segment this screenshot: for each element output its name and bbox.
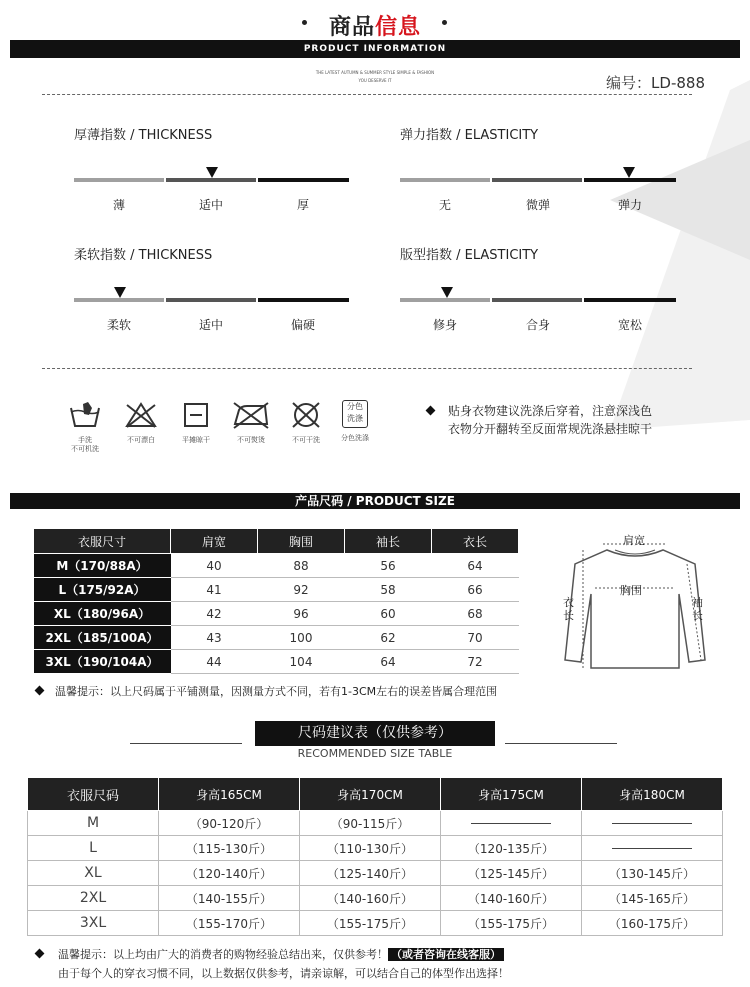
weight-cell: （130-145斤） — [582, 861, 723, 886]
thickness-indicator-icon — [206, 167, 218, 178]
softness-scale-title: 柔软指数 / THICKNESS — [74, 248, 213, 263]
sleeve-length-label: 袖长 — [692, 596, 703, 622]
scale-segment — [166, 298, 256, 302]
value-cell: 41 — [171, 578, 258, 602]
table-row — [28, 836, 723, 861]
size-cell: XL（180/96A） — [34, 602, 171, 626]
bullet-icon — [35, 686, 45, 696]
background-shape — [550, 60, 750, 430]
scale-label: 合身 — [525, 318, 550, 332]
care-label: 平摊晾干 — [182, 436, 210, 444]
table-header: 胸围 — [258, 529, 345, 554]
size-cell: L（175/92A） — [34, 578, 171, 602]
recommended-size-subtitle: RECOMMENDED SIZE TABLE — [297, 747, 453, 760]
empty-cell — [582, 811, 723, 836]
care-label: 分色洗涤 — [341, 434, 369, 442]
fit-scale-title: 版型指数 / ELASTICITY — [400, 248, 539, 263]
value-cell: 70 — [432, 626, 519, 650]
size-cell: 3XL（190/104A） — [34, 650, 171, 674]
scale-label: 薄 — [112, 198, 125, 212]
table-header: 身高175CM — [441, 778, 582, 811]
table-header: 衣长 — [432, 529, 519, 554]
scale-segment — [258, 298, 349, 302]
table-row — [34, 578, 519, 602]
size-cell: L — [28, 836, 159, 861]
scale-label: 修身 — [432, 318, 457, 332]
value-cell: 100 — [258, 626, 345, 650]
empty-cell — [582, 836, 723, 861]
care-item — [171, 400, 221, 445]
value-cell: 72 — [432, 650, 519, 674]
size-cell: M — [28, 811, 159, 836]
value-cell: 40 — [171, 554, 258, 578]
scale-label: 宽松 — [617, 318, 642, 332]
weight-cell: （90-115斤） — [300, 811, 441, 836]
product-size-table — [33, 528, 519, 674]
value-cell: 42 — [171, 602, 258, 626]
care-item — [60, 400, 110, 454]
shoulder-label: 肩宽 — [623, 534, 645, 547]
scale-segment — [166, 178, 256, 182]
body-length-label: 衣长 — [563, 596, 574, 622]
scale-label: 偏硬 — [290, 318, 315, 332]
scale-label: 微弹 — [525, 198, 550, 212]
scale-label: 弹力 — [617, 198, 642, 212]
bullet-icon — [426, 406, 436, 416]
thickness-scale-title: 厚薄指数 / THICKNESS — [74, 128, 213, 143]
table-row — [28, 886, 723, 911]
value-cell: 43 — [171, 626, 258, 650]
care-note: 贴身衣物建议洗涤后穿着，注意深浅色 衣物分开翻转至反面常规洗涤悬挂晾干 — [448, 404, 653, 436]
value-cell: 44 — [171, 650, 258, 674]
table-row — [34, 602, 519, 626]
scale-segment — [258, 178, 349, 182]
table-row — [28, 811, 723, 836]
recommended-size-title: 尺码建议表（仅供参考） — [255, 721, 495, 746]
no-bleach-icon — [124, 400, 158, 430]
value-cell: 96 — [258, 602, 345, 626]
value-cell: 56 — [345, 554, 432, 578]
online-service-highlight: （或者咨询在线客服） — [388, 948, 504, 961]
weight-cell: （155-175斤） — [441, 911, 582, 936]
shirt-diagram — [555, 528, 715, 676]
scale-segment — [492, 298, 582, 302]
recommended-size-table — [27, 777, 723, 936]
tagline-line-1: THE LATEST AUTUMN & SUMMER STYLE SIMPLE & FASHION — [315, 70, 435, 75]
scale-segment — [584, 298, 676, 302]
value-cell: 68 — [432, 602, 519, 626]
divider — [130, 743, 242, 744]
weight-cell: （125-140斤） — [300, 861, 441, 886]
scale-segment — [74, 178, 164, 182]
value-cell: 66 — [432, 578, 519, 602]
elasticity-indicator-icon — [623, 167, 635, 178]
weight-cell: （140-160斤） — [300, 886, 441, 911]
recommended-note-line-2: 由于每个人的穿衣习惯不同，以上数据仅供参考，请亲谅解，可以结合自己的体型作出选择！ — [58, 967, 509, 980]
no-dry-clean-icon — [289, 400, 323, 430]
divider — [505, 743, 617, 744]
care-item — [226, 400, 276, 445]
scale-segment — [492, 178, 582, 182]
value-cell: 58 — [345, 578, 432, 602]
elasticity-scale-title: 弹力指数 / ELASTICITY — [400, 128, 539, 143]
care-label: 不可机洗 — [71, 445, 99, 453]
separate-wash-icon: 分色 洗涤 — [342, 400, 368, 428]
empty-cell — [441, 811, 582, 836]
recommended-note: 温馨提示：以上均由广大的消费者的购物经验总结出来，仅供参考！ （或者咨询在线客服） — [58, 946, 504, 962]
size-cell: XL — [28, 861, 159, 886]
care-item — [116, 400, 166, 445]
table-header: 袖长 — [345, 529, 432, 554]
bullet-icon — [35, 949, 45, 959]
no-iron-icon — [231, 400, 271, 430]
weight-cell: （140-160斤） — [441, 886, 582, 911]
value-cell: 88 — [258, 554, 345, 578]
size-note: 温馨提示：以上尺码属于平铺测量，因测量方式不同，若有1-3CM左右的误差皆属合理范围 — [55, 685, 498, 698]
table-header: 身高165CM — [159, 778, 300, 811]
value-cell: 62 — [345, 626, 432, 650]
scale-label: 柔软 — [106, 318, 131, 332]
table-header: 衣服尺码 — [28, 778, 159, 811]
weight-cell: （160-175斤） — [582, 911, 723, 936]
product-information-banner: PRODUCT INFORMATION — [10, 40, 740, 58]
size-cell: 2XL — [28, 886, 159, 911]
hand-wash-icon — [68, 400, 102, 430]
flat-dry-icon — [179, 400, 213, 430]
scale-label: 无 — [438, 198, 451, 212]
weight-cell: （140-155斤） — [159, 886, 300, 911]
table-header: 身高170CM — [300, 778, 441, 811]
weight-cell: （155-175斤） — [300, 911, 441, 936]
page-title: 商品信息 — [328, 15, 422, 40]
scale-label: 适中 — [198, 198, 223, 212]
fit-indicator-icon — [441, 287, 453, 298]
table-row — [34, 650, 519, 674]
scale-label: 适中 — [198, 318, 223, 332]
scale-segment — [400, 178, 490, 182]
weight-cell: （110-130斤） — [300, 836, 441, 861]
table-row — [28, 861, 723, 886]
value-cell: 60 — [345, 602, 432, 626]
weight-cell: （120-140斤） — [159, 861, 300, 886]
care-label: 不可干洗 — [292, 436, 320, 444]
weight-cell: （145-165斤） — [582, 886, 723, 911]
weight-cell: （90-120斤） — [159, 811, 300, 836]
product-size-banner: 产品尺码 / PRODUCT SIZE — [10, 493, 740, 509]
weight-cell: （115-130斤） — [159, 836, 300, 861]
value-cell: 104 — [258, 650, 345, 674]
size-cell: 3XL — [28, 911, 159, 936]
scale-segment — [74, 298, 164, 302]
care-item — [330, 400, 380, 443]
divider — [42, 94, 692, 95]
table-row — [34, 554, 519, 578]
care-label: 不可熨烫 — [237, 436, 265, 444]
table-row — [28, 911, 723, 936]
scale-segment — [584, 178, 676, 182]
scale-label: 厚 — [296, 198, 309, 212]
value-cell: 92 — [258, 578, 345, 602]
scale-segment — [400, 298, 490, 302]
value-cell: 64 — [432, 554, 519, 578]
table-row — [34, 626, 519, 650]
weight-cell: （125-145斤） — [441, 861, 582, 886]
weight-cell: （155-170斤） — [159, 911, 300, 936]
divider — [42, 368, 692, 369]
weight-cell: （120-135斤） — [441, 836, 582, 861]
size-cell: M（170/88A） — [34, 554, 171, 578]
size-cell: 2XL（185/100A） — [34, 626, 171, 650]
tagline-line-2: YOU DESERVE IT — [358, 78, 392, 83]
chest-label: 胸围 — [620, 584, 642, 597]
table-header: 身高180CM — [582, 778, 723, 811]
table-header: 肩宽 — [171, 529, 258, 554]
care-label: 手洗 — [78, 436, 92, 444]
care-label: 不可漂白 — [127, 436, 155, 444]
care-item — [281, 400, 331, 445]
softness-indicator-icon — [114, 287, 126, 298]
table-header: 衣服尺寸 — [34, 529, 171, 554]
value-cell: 64 — [345, 650, 432, 674]
product-code: 编号：LD-888 — [606, 74, 705, 92]
